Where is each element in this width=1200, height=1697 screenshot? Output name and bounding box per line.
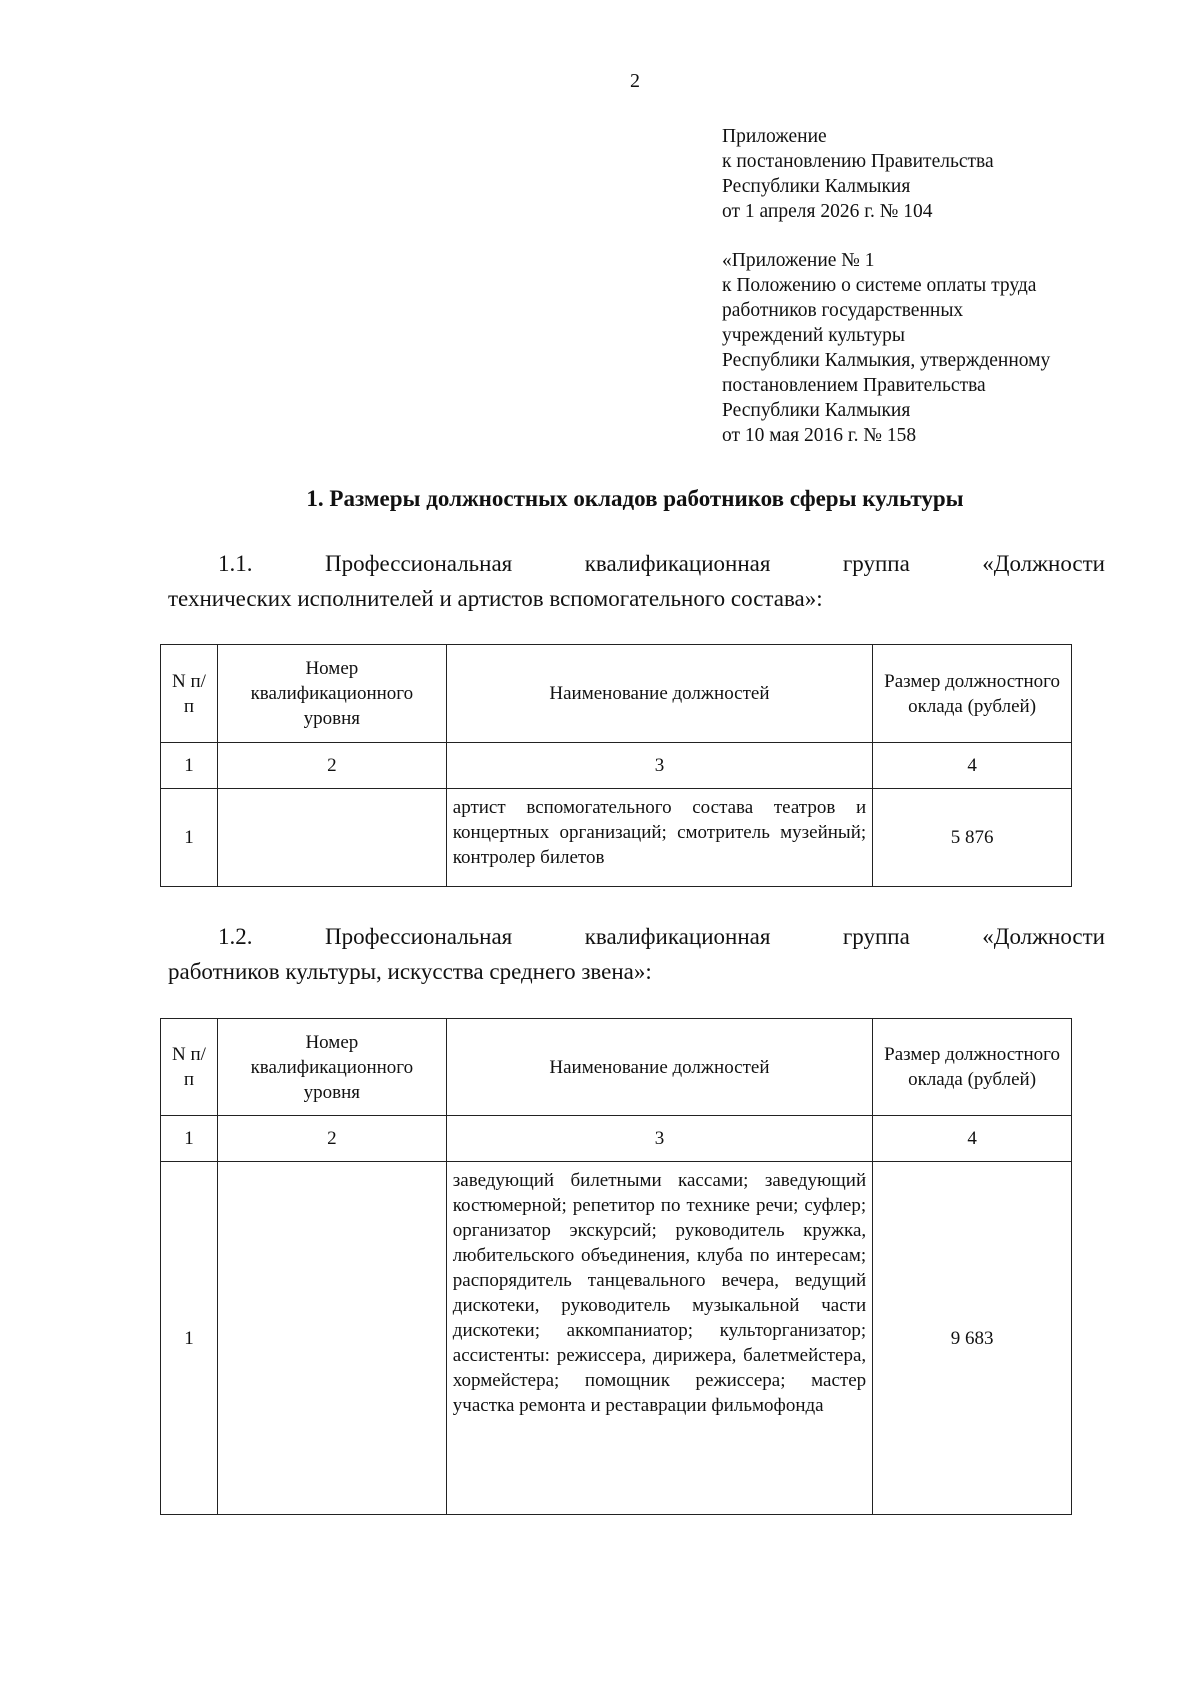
section-title-line: работников культуры, искусства среднего звена»: [168,959,652,984]
appendix1-line: Республики Калмыкия, утвержденному [722,350,1051,371]
appendix1-line: постановлением Правительства [722,375,986,396]
section-1-2-title [168,919,1105,989]
row-number: 1 [161,1162,218,1515]
appendix-block [722,124,994,224]
positions: заведующий билетными кассами; заведующий костюмерной; репетитор по технике речи; суфлер; организатор экскурсий; руководитель кружка, любительского объединения, клуба по интересам; распорядитель танцевального вечера, ведущий дискотеки, руководитель музыкальной части дискотеки; аккомпаниатор; культорганизатор; ассистенты: режиссера, дирижера, балетмейстера, хормейстера; помощник режиссера; мастер участка ремонта и реставрации фильмофонда [446,1162,872,1515]
section-title-line: технических исполнителей и артистов вспомогательного состава»: [168,586,823,611]
appendix1-line: учреждений культуры [722,325,906,346]
header-cell: Наименование должностей [446,1019,872,1116]
column-number: 1 [161,743,218,789]
appendix-line: Республики Калмыкия [722,176,911,197]
positions: артист вспомогательного состава театров и концертных организаций; смотритель музейный; контролер билетов [446,789,872,887]
table-header-row [161,1019,1072,1116]
column-number: 1 [161,1116,218,1162]
column-number: 3 [446,1116,872,1162]
page-number: 2 [630,70,640,92]
appendix-line: Приложение [722,126,827,147]
appendix1-line: от 10 мая 2016 г. № 158 [722,425,917,446]
appendix1-line: «Приложение № 1 [722,250,875,271]
section-1-1-title [168,546,1105,616]
salary-table-1-2 [160,1018,1072,1515]
appendix-line: от 1 апреля 2026 г. № 104 [722,201,933,222]
appendix1-line: работников государственных [722,300,964,321]
appendix1-line: к Положению о системе оплаты труда [722,275,1037,296]
section-title-line: 1.2. Профессиональная квалификационная группа «Должности [218,924,1105,949]
qualification-level [217,1162,446,1515]
column-number: 2 [217,1116,446,1162]
table-row [161,1162,1072,1515]
row-number: 1 [161,789,218,887]
column-number: 4 [873,743,1072,789]
header-cell: N п/п [161,1019,218,1116]
table-header-row [161,645,1072,743]
salary-table-1-1 [160,644,1072,887]
section-heading: 1. Размеры должностных окладов работников сферы культуры [306,486,964,511]
header-cell: Размер должностного оклада (рублей) [873,645,1072,743]
appendix-line: к постановлению Правительства [722,151,994,172]
column-number: 3 [446,743,872,789]
table-row [161,789,1072,887]
salary: 9 683 [873,1162,1072,1515]
salary: 5 876 [873,789,1072,887]
header-cell: Наименование должностей [446,645,872,743]
column-number: 4 [873,1116,1072,1162]
column-number: 2 [217,743,446,789]
header-cell: Номер квалификационного уровня [217,645,446,743]
section-title-line: 1.1. Профессиональная квалификационная группа «Должности [218,551,1105,576]
qualification-level [217,789,446,887]
header-cell: N п/п [161,645,218,743]
appendix1-line: Республики Калмыкия [722,400,911,421]
appendix1-block [722,248,1050,448]
header-cell: Номер квалификационного уровня [217,1019,446,1116]
header-cell: Размер должностного оклада (рублей) [873,1019,1072,1116]
column-number-row [161,1116,1072,1162]
column-number-row [161,743,1072,789]
